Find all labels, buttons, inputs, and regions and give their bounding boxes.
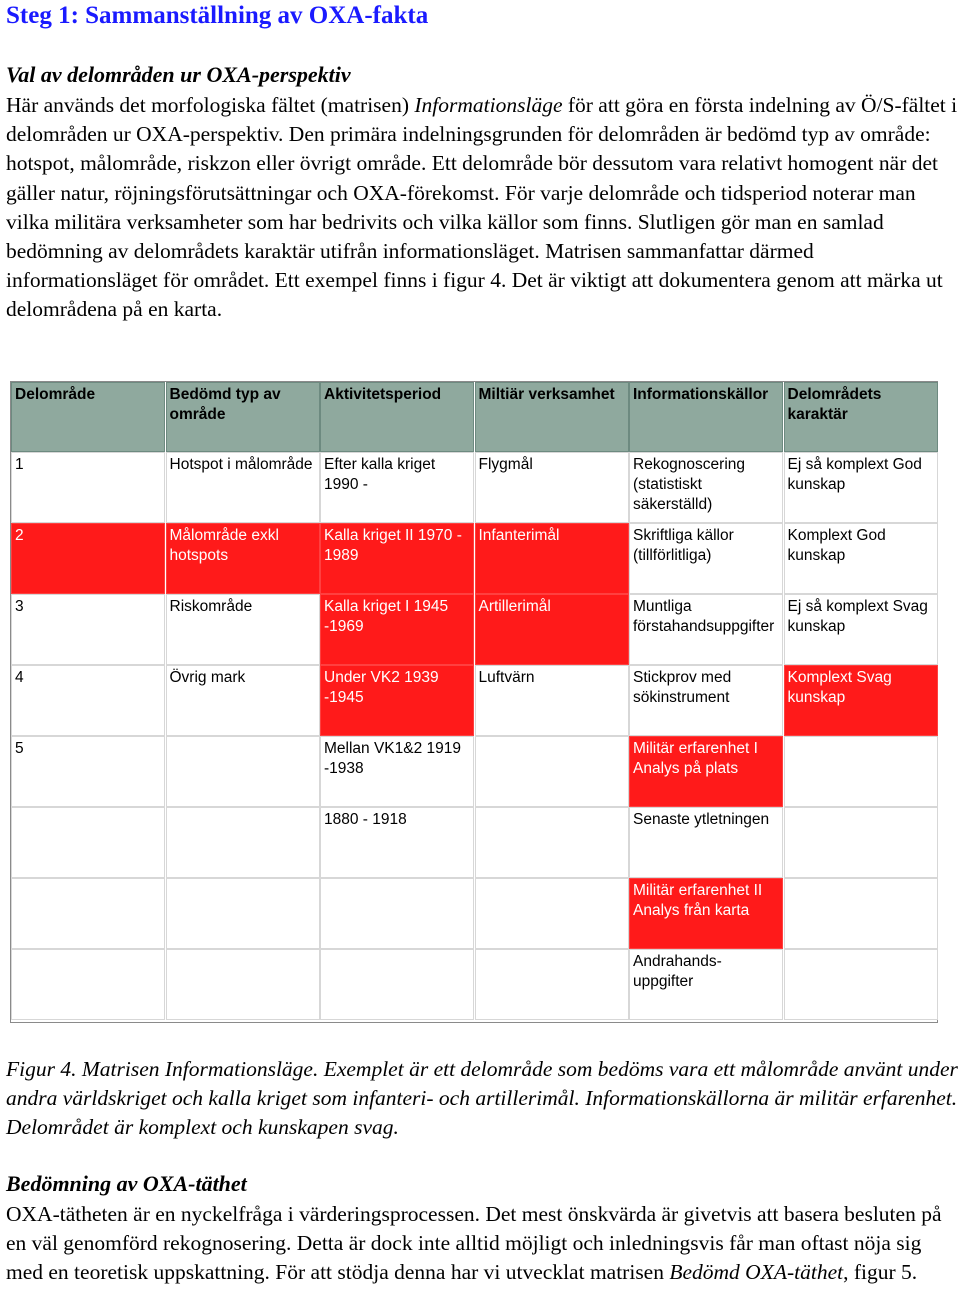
matrix-column-header: Delområdets karaktär (784, 382, 938, 452)
matrix-cell (475, 949, 629, 1020)
matrix-cell: Infanterimål (475, 523, 629, 594)
matrix-cell: Övrig mark (166, 665, 320, 736)
page-title: Steg 1: Sammanställning av OXA-fakta (6, 2, 429, 29)
paragraph-text: OXA-tätheten är en nyckelfråga i värderingsprocessen. Det mest önskvärda är givetvis att basera besluten på en väl genomförd rekognosering. Detta är dock inte alltid möjligt och inledningsvis får man oftast nöja sig med en teoretisk uppskattning. För att stödja denna har vi utvecklat matrisen (6, 1202, 942, 1285)
matrix-cell: 5 (11, 736, 165, 807)
matrix-column (11, 382, 165, 1022)
matrix-column (629, 382, 783, 1022)
matrix-cell: Mellan VK1&2 1919 -1938 (320, 736, 474, 807)
matrix-cell: Efter kalla kriget 1990 - (320, 452, 474, 523)
matrix-cell (11, 878, 165, 949)
matrix-cell (166, 949, 320, 1020)
matrix-cell: Flygmål (475, 452, 629, 523)
emphasis-text: Informationsläge (414, 93, 563, 117)
matrix-cell (784, 949, 938, 1020)
matrix-cell: 1880 - 1918 (320, 807, 474, 878)
matrix-cell (475, 736, 629, 807)
matrix-cell (320, 949, 474, 1020)
section-heading-oxa-tathet: Bedömning av OXA-täthet (6, 1171, 247, 1196)
matrix-column (166, 382, 320, 1022)
matrix-cell: 4 (11, 665, 165, 736)
matrix-cell (475, 878, 629, 949)
information-matrix (10, 381, 938, 1023)
matrix-cell (11, 949, 165, 1020)
matrix-cell: Komplext Svag kunskap (784, 665, 938, 736)
matrix-cell: Luftvärn (475, 665, 629, 736)
matrix-cell: Under VK2 1939 -1945 (320, 665, 474, 736)
matrix-cell: Andrahands- uppgifter (629, 949, 783, 1020)
matrix-cell: Komplext God kunskap (784, 523, 938, 594)
matrix-cell: Muntliga förstahandsuppgifter (629, 594, 783, 665)
matrix-cell (166, 736, 320, 807)
matrix-column-header: Informationskällor (629, 382, 783, 452)
matrix-cell: Rekognoscering (statistiskt säkerställd) (629, 452, 783, 523)
matrix-cell: 3 (11, 594, 165, 665)
matrix-column-header: Bedömd typ av område (166, 382, 320, 452)
matrix-cell (166, 878, 320, 949)
matrix-cell (784, 807, 938, 878)
matrix-column-header: Miltiär verksamhet (475, 382, 629, 452)
paragraph-oxa-tathet (6, 1200, 960, 1288)
matrix-column-header: Delområde (11, 382, 165, 452)
matrix-cell (320, 878, 474, 949)
matrix-cell (11, 807, 165, 878)
matrix-column (320, 382, 474, 1022)
paragraph-text: Här används det morfologiska fältet (matrisen) (6, 93, 415, 117)
matrix-column (475, 382, 629, 1022)
paragraph-text: för att göra en första indelning av Ö/S-fältet i delområden ur OXA-perspektiv. Den primära indelningsgrunden för delområden är bedömd typ av område: hotspot, målområde, riskzon eller övrigt område. Ett delområde bör dessutom vara relativt homogent när det gäller natur, röjningsförutsättningar och OXA-förekomst. För varje delområde och tidsperiod noterar man vilka militära verksamheter som har bedrivits och vilka källor som finns. Slutligen gör man en samlad bedömning av delområdets karaktär utifrån informationsläget. Matrisen sammanfattar därmed informationsläget för området. Ett exempel finns i figur 4. Det är viktigt att dokumentera genom att märka ut delområdena på en karta. (6, 93, 958, 322)
matrix-cell: 1 (11, 452, 165, 523)
matrix-cell: Ej så komplext Svag kunskap (784, 594, 938, 665)
paragraph-text: , figur 5. (843, 1260, 918, 1285)
matrix-column (784, 382, 938, 1022)
matrix-cell (784, 736, 938, 807)
matrix-cell: Riskområde (166, 594, 320, 665)
matrix-cell (475, 807, 629, 878)
section-heading-delomraden: Val av delområden ur OXA-perspektiv (6, 62, 351, 87)
matrix-cell: Kalla kriget I 1945 -1969 (320, 594, 474, 665)
matrix-cell: Hotspot i målområde (166, 452, 320, 523)
matrix-column-header: Aktivitetsperiod (320, 382, 474, 452)
matrix-cell: Stickprov med sökinstrument (629, 665, 783, 736)
figure-caption: Figur 4. Matrisen Informationsläge. Exemplet är ett delområde som bedöms vara ett målområde använt under andra världskriget och kalla kriget som infanteri- och artillerimål. Informationskällorna är militär erfarenhet. Delområdet är komplext och kunskapen svag. (6, 1057, 958, 1140)
paragraph-delomraden (6, 91, 960, 325)
emphasis-text: Bedömd OXA-täthet (669, 1260, 844, 1285)
matrix-cell: Kalla kriget II 1970 - 1989 (320, 523, 474, 594)
matrix-cell: Senaste ytletningen (629, 807, 783, 878)
matrix-cell: Militär erfarenhet II Analys från karta (629, 878, 783, 949)
matrix-cell: Militär erfarenhet I Analys på plats (629, 736, 783, 807)
matrix-cell (784, 878, 938, 949)
matrix-cell: Ej så komplext God kunskap (784, 452, 938, 523)
matrix-cell (166, 807, 320, 878)
matrix-cell: 2 (11, 523, 165, 594)
matrix-cell: Skriftliga källor (tillförlitliga) (629, 523, 783, 594)
matrix-cell: Artillerimål (475, 594, 629, 665)
matrix-cell: Målområde exkl hotspots (166, 523, 320, 594)
